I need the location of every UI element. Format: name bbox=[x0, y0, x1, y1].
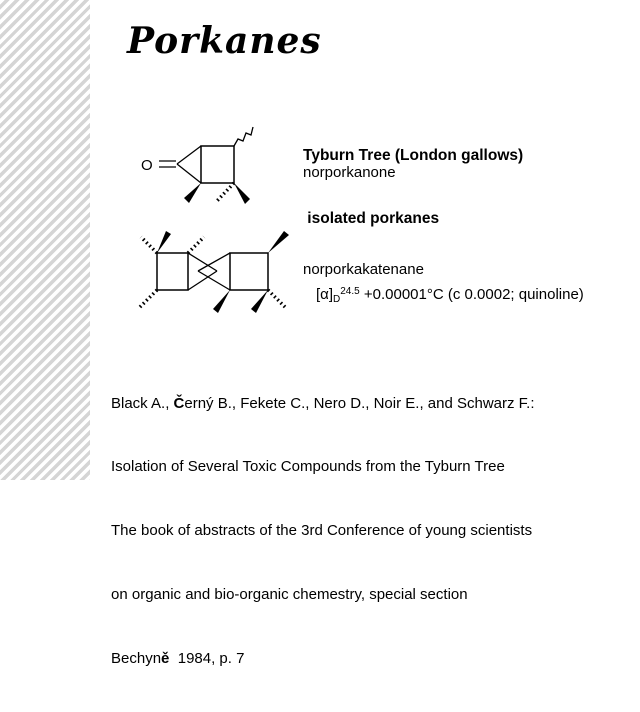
wedge-bond bbox=[213, 290, 230, 313]
wedge-bond bbox=[234, 183, 250, 204]
citation-title-line: Isolation of Several Toxic Compounds from the Tyburn Tree bbox=[111, 458, 505, 476]
citation-place-year-line bbox=[111, 648, 535, 669]
alpha-bracket-text: [α] bbox=[316, 286, 334, 303]
wedge-bond bbox=[157, 231, 171, 253]
heading-line-1: Tyburn Tree (London gallows) bbox=[303, 147, 524, 164]
oxygen-atom-label: O bbox=[141, 157, 153, 174]
citation-text: 1984, p. 7 bbox=[169, 650, 245, 668]
citation-bold-glyph: ě bbox=[161, 650, 170, 668]
hashed-bond bbox=[188, 237, 204, 253]
cyclobutane-ring bbox=[230, 253, 268, 290]
hashed-bond bbox=[141, 237, 157, 253]
citation-bold-glyph: Č bbox=[173, 394, 185, 412]
compound-label-norporkanone: norporkanone bbox=[303, 164, 396, 181]
sodium-d-line-subscript: D bbox=[333, 294, 341, 305]
striped-band-decoration bbox=[0, 0, 90, 480]
citation-section-line: on organic and bio-organic chemestry, special section bbox=[111, 586, 468, 604]
wedge-bond bbox=[251, 290, 268, 313]
citation-text: erný B., Fekete C., Nero D., Noir E., and Schwarz F.: bbox=[184, 394, 535, 412]
optical-rotation-value bbox=[316, 286, 584, 303]
norporkanone-structure-drawing bbox=[135, 118, 265, 213]
heading-line-2: isolated porkanes bbox=[303, 210, 440, 227]
wedge-bond bbox=[184, 183, 201, 203]
rotation-value-text: +0.00001°C (c 0.0002; quinoline) bbox=[359, 286, 584, 303]
norporkakatenane-structure-drawing bbox=[112, 228, 292, 320]
hashed-bond bbox=[268, 290, 285, 307]
compound-source-heading bbox=[303, 103, 523, 271]
cyclobutane-ring bbox=[201, 146, 234, 183]
hashed-bond bbox=[216, 183, 234, 202]
wedge-bond bbox=[268, 231, 289, 253]
cyclobutane-ring bbox=[157, 253, 188, 290]
compound-label-norporkakatenane: norporkakatenane bbox=[303, 261, 424, 278]
citation-text: Bechyn bbox=[111, 650, 162, 668]
slide-title: Porkanes bbox=[127, 20, 322, 62]
wavy-bond bbox=[234, 127, 253, 146]
citation-text: Black A., bbox=[111, 394, 174, 412]
hashed-bond bbox=[139, 290, 157, 308]
citation-book-line: The book of abstracts of the 3rd Conference of young scientists bbox=[111, 522, 533, 540]
citation-authors-line bbox=[111, 393, 535, 414]
temperature-superscript: 24.5 bbox=[340, 286, 360, 297]
reference-citation bbox=[111, 350, 535, 712]
